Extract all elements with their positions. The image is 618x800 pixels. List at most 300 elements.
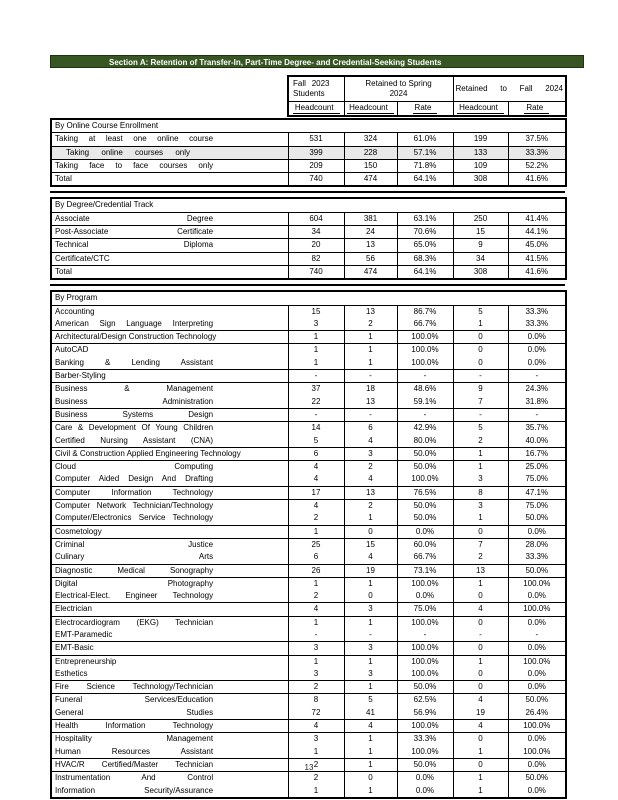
spring-headcount-cell: 1 (344, 733, 397, 746)
spring-headcount-cell: 3 (344, 447, 397, 460)
fall-2023-headcount-cell: 5 (288, 435, 344, 448)
row-label: Funeral Services/Education (55, 695, 214, 705)
row-label-cell (51, 396, 288, 409)
spring-rate-cell: 100.0% (397, 720, 453, 733)
fall-2023-headcount-cell: 531 (288, 133, 344, 146)
spring-rate-cell: 70.6% (397, 226, 453, 239)
degree-track-table (50, 197, 567, 280)
spring-headcount-cell: 0 (344, 590, 397, 603)
row-label-cell (51, 486, 288, 499)
spring-rate-cell: - (397, 370, 453, 383)
row-label: Esthetics (55, 668, 88, 678)
spring-rate-cell: 0.0% (397, 525, 453, 538)
spring-headcount-cell: 18 (344, 383, 397, 396)
row-label: Post-Associate Certificate (55, 227, 214, 237)
spring-rate-cell: 100.0% (397, 746, 453, 759)
section-title: By Degree/Credential Track (51, 198, 566, 212)
fall-headcount-cell: 5 (453, 305, 508, 318)
fall-rate-cell: 47.1% (508, 486, 566, 499)
page-number: 13 (304, 763, 314, 772)
fall-rate-cell: 33.3% (508, 318, 566, 331)
table-row (51, 422, 566, 435)
row-label: Business Systems Design (55, 409, 214, 419)
table-row (51, 305, 566, 318)
fall-rate-cell: 37.5% (508, 133, 566, 146)
spring-headcount-cell: 0 (344, 772, 397, 785)
fall-2023-headcount-cell: 82 (288, 252, 344, 265)
row-label-cell (51, 473, 288, 486)
spring-headcount-cell: 19 (344, 564, 397, 577)
row-label-cell (51, 305, 288, 318)
fall-2023-headcount-cell: 1 (288, 344, 344, 357)
fall-2023-headcount-cell: 604 (288, 212, 344, 225)
table-row (51, 344, 566, 357)
fall-rate-cell: 0.0% (508, 616, 566, 629)
fall-2023-headcount-cell: 2 (288, 772, 344, 785)
fall-headcount-cell: 250 (453, 212, 508, 225)
spring-headcount-cell: - (344, 370, 397, 383)
spring-headcount-cell: 56 (344, 252, 397, 265)
row-label: Barber-Styling (55, 371, 106, 381)
fall-rate-cell: 0.0% (508, 357, 566, 370)
fall-headcount-cell: 0 (453, 733, 508, 746)
table-row (51, 212, 566, 225)
fall-rate-cell: 33.3% (508, 146, 566, 159)
fall-2023-headcount-cell: 1 (288, 616, 344, 629)
spring-rate-cell: 50.0% (397, 447, 453, 460)
spring-headcount-cell: 1 (344, 577, 397, 590)
row-label: Culinary Arts (55, 552, 214, 562)
spring-headcount-cell: 1 (344, 357, 397, 370)
row-label: Care & Development Of Young Children (55, 423, 214, 433)
fall-2023-headcount-cell: 6 (288, 551, 344, 564)
table-row (51, 146, 566, 159)
row-label: EMT-Basic (55, 643, 94, 653)
section-title: By Program (51, 291, 566, 305)
fall-headcount-cell: - (453, 629, 508, 642)
fall-rate-cell: 0.0% (508, 642, 566, 655)
fall-rate-cell: 26.4% (508, 707, 566, 720)
fall-rate-cell: 40.0% (508, 435, 566, 448)
fall-rate-cell: 0.0% (508, 525, 566, 538)
spring-headcount-cell: 0 (344, 525, 397, 538)
spring-headcount-cell: 6 (344, 422, 397, 435)
fall-rate-cell: 100.0% (508, 603, 566, 616)
row-label-cell (51, 603, 288, 616)
table-row (51, 655, 566, 668)
row-label-cell (51, 616, 288, 629)
table-row (51, 564, 566, 577)
spring-rate-cell: 33.3% (397, 733, 453, 746)
section-header-row (51, 198, 566, 212)
fall-rate-cell: 0.0% (508, 681, 566, 694)
row-label-cell (51, 551, 288, 564)
row-label-cell (51, 357, 288, 370)
row-label: General Studies (55, 707, 214, 717)
fall-2023-headcount-cell: 3 (288, 642, 344, 655)
fall-2023-headcount-cell: 72 (288, 707, 344, 720)
row-label-cell (51, 564, 288, 577)
header-row-groups (288, 76, 566, 102)
fall-headcount-cell: 0 (453, 590, 508, 603)
spring-rate-cell: 65.0% (397, 239, 453, 252)
table-row (51, 396, 566, 409)
fall-rate-cell: 41.5% (508, 252, 566, 265)
row-label-cell (51, 383, 288, 396)
row-label: Taking at least one online course (55, 134, 214, 144)
fall-2023-headcount-cell: 25 (288, 538, 344, 551)
fall-headcount-cell: 2 (453, 435, 508, 448)
fall-2023-headcount-cell: 1 (288, 746, 344, 759)
fall-headcount-cell: 1 (453, 785, 508, 798)
fall-headcount-cell: 1 (453, 655, 508, 668)
fall-headcount-cell: - (453, 370, 508, 383)
spring-headcount-cell: 13 (344, 239, 397, 252)
table-row (51, 551, 566, 564)
fall-2023-headcount-cell: 20 (288, 239, 344, 252)
spring-rate-cell: 61.0% (397, 133, 453, 146)
spring-rate-cell: 48.6% (397, 383, 453, 396)
column-header-block (287, 75, 618, 117)
table-row (51, 357, 566, 370)
students-label: Students (293, 89, 325, 98)
row-label: Computer Network Technician/Technology (55, 501, 214, 511)
row-label: Business & Management (55, 384, 214, 394)
table-row (51, 331, 566, 344)
table-row (51, 265, 566, 279)
fall-rate-cell: 50.0% (508, 512, 566, 525)
row-label-cell (51, 642, 288, 655)
row-label: Cosmetology (55, 526, 102, 536)
fall-headcount-cell: 15 (453, 226, 508, 239)
row-label-cell (51, 226, 288, 239)
row-label-cell (51, 577, 288, 590)
spring-rate-cell: 100.0% (397, 331, 453, 344)
row-label-cell (51, 159, 288, 172)
spring-rate-cell: 66.7% (397, 551, 453, 564)
retained-spring-line1: Retained to Spring (365, 79, 432, 88)
fall-headcount-cell: 3 (453, 500, 508, 513)
spring-rate-cell: 57.1% (397, 146, 453, 159)
spring-rate-cell: - (397, 629, 453, 642)
fall-2023-headcount-cell: 34 (288, 226, 344, 239)
fall-rate-cell: 75.0% (508, 500, 566, 513)
table-row (51, 435, 566, 448)
row-label: Accounting (55, 306, 95, 316)
row-label: Civil & Construction Applied Engineering Technology (55, 448, 241, 458)
row-label-cell (51, 720, 288, 733)
table-row (51, 318, 566, 331)
table-row (51, 500, 566, 513)
fall-rate-cell: - (508, 629, 566, 642)
spring-headcount-cell: 3 (344, 668, 397, 681)
row-label-cell (51, 344, 288, 357)
row-label: Taking face to face courses only (55, 160, 214, 170)
fall-rate-cell: 50.0% (508, 694, 566, 707)
row-label-cell (51, 408, 288, 421)
fall-rate-cell: 50.0% (508, 564, 566, 577)
fall-headcount-cell: 199 (453, 133, 508, 146)
spring-rate-cell: 50.0% (397, 461, 453, 474)
spring-rate-cell: 60.0% (397, 538, 453, 551)
row-label-cell (51, 500, 288, 513)
fall-2023-headcount-cell: 17 (288, 486, 344, 499)
spring-headcount-cell: 324 (344, 133, 397, 146)
fall-2023-headcount-cell: - (288, 408, 344, 421)
spring-headcount-cell: 3 (344, 642, 397, 655)
fall-rate-cell: 41.6% (508, 173, 566, 187)
program-table (50, 290, 567, 799)
spring-rate-cell: 75.0% (397, 603, 453, 616)
spring-headcount-cell: 4 (344, 435, 397, 448)
fall-rate-cell: 41.6% (508, 265, 566, 279)
row-label-cell (51, 733, 288, 746)
fall-headcount-cell: 3 (453, 473, 508, 486)
spring-headcount-cell: 13 (344, 305, 397, 318)
spring-headcount-cell: 381 (344, 212, 397, 225)
fall-headcount-cell: 1 (453, 461, 508, 474)
table-row (51, 785, 566, 798)
fall-2023-headcount-cell: 399 (288, 146, 344, 159)
spring-headcount-cell: 13 (344, 486, 397, 499)
fall-rate-cell: 45.0% (508, 239, 566, 252)
spring-rate-cell: 66.7% (397, 318, 453, 331)
row-label: Associate Degree (55, 213, 214, 223)
table-row (51, 629, 566, 642)
fall-rate-cell: 33.3% (508, 305, 566, 318)
fall-headcount-cell: 1 (453, 447, 508, 460)
table-row (51, 538, 566, 551)
fall-rate-cell: 100.0% (508, 655, 566, 668)
spring-rate-cell: 100.0% (397, 642, 453, 655)
spring-headcount-cell: 1 (344, 331, 397, 344)
fall-2023-headcount-cell: 4 (288, 603, 344, 616)
row-label: Taking online courses only (66, 147, 191, 157)
header-row-measures (288, 102, 566, 117)
fall-2023-headcount-cell: 4 (288, 461, 344, 474)
fall-rate-cell: 0.0% (508, 733, 566, 746)
row-label-cell (51, 435, 288, 448)
row-label: Computer Information Technology (55, 487, 214, 497)
fall-headcount-cell: 7 (453, 396, 508, 409)
spring-rate-cell: 0.0% (397, 590, 453, 603)
row-label: Information Security/Assurance (55, 785, 214, 795)
row-label: AutoCAD (55, 345, 89, 355)
fall-headcount-cell: 0 (453, 616, 508, 629)
fall-2023-headcount-cell: 3 (288, 318, 344, 331)
table-separator-rule (50, 284, 565, 286)
table-row (51, 383, 566, 396)
spring-headcount-cell: 4 (344, 720, 397, 733)
fall-2023-headcount-cell: 3 (288, 668, 344, 681)
fall-headcount-cell: 1 (453, 772, 508, 785)
table-row (51, 525, 566, 538)
table-row (51, 642, 566, 655)
fall-2023-headcount-cell: 8 (288, 694, 344, 707)
spring-rate-cell: 73.1% (397, 564, 453, 577)
spring-rate-cell: 64.1% (397, 173, 453, 187)
spring-headcount-cell: - (344, 629, 397, 642)
fall-2023-headcount-cell: 3 (288, 733, 344, 746)
row-label-cell (51, 146, 288, 159)
spring-rate-cell: 86.7% (397, 305, 453, 318)
retained-spring-line2: 2024 (389, 89, 408, 98)
row-label: Computer Aided Design And Drafting (55, 474, 214, 484)
fall-rate-cell: 0.0% (508, 590, 566, 603)
spring-rate-cell: 0.0% (397, 772, 453, 785)
fall-headcount-cell: 1 (453, 318, 508, 331)
fall-headcount-cell: 308 (453, 173, 508, 187)
fall-2023-headcount-cell: - (288, 370, 344, 383)
table-row (51, 512, 566, 525)
row-label: HVAC/R Certified/Master Technician (55, 759, 214, 769)
spring-rate-cell: 100.0% (397, 616, 453, 629)
fall-rate-cell: 25.0% (508, 461, 566, 474)
row-label-cell (51, 668, 288, 681)
spring-rate-cell: 50.0% (397, 681, 453, 694)
row-label: Total (55, 174, 72, 184)
fall-2023-headcount-cell: 37 (288, 383, 344, 396)
table-row (51, 577, 566, 590)
table-row (51, 239, 566, 252)
fall-2023-headcount-cell: 209 (288, 159, 344, 172)
row-label-cell (51, 590, 288, 603)
fall-headcount-cell: 7 (453, 538, 508, 551)
fall-2023-headcount-cell: 6 (288, 447, 344, 460)
spring-rate-cell: - (397, 408, 453, 421)
fall-rate-cell: 0.0% (508, 344, 566, 357)
table-row (51, 707, 566, 720)
spring-rate-cell: 100.0% (397, 473, 453, 486)
fall-2023-headcount-cell: 4 (288, 720, 344, 733)
column-header-table (287, 75, 567, 117)
spring-headcount-cell: 24 (344, 226, 397, 239)
spring-rate-cell: 80.0% (397, 435, 453, 448)
fall-rate-cell: 0.0% (508, 785, 566, 798)
fall-rate-cell: 75.0% (508, 473, 566, 486)
fall-rate-cell: 100.0% (508, 577, 566, 590)
spring-headcount-cell: 4 (344, 473, 397, 486)
spring-headcount-cell: 1 (344, 616, 397, 629)
spring-rate-cell: 100.0% (397, 344, 453, 357)
row-label: Cloud Computing (55, 462, 214, 472)
fall-headcount-header: Headcount (288, 102, 344, 117)
spring-headcount-header: Headcount (344, 102, 397, 117)
table-row (51, 408, 566, 421)
fall-2023-headcount-cell: 4 (288, 473, 344, 486)
fall-2023-headcount-cell: 1 (288, 525, 344, 538)
row-label-cell (51, 655, 288, 668)
row-label-cell (51, 318, 288, 331)
fall-headcount-cell: 0 (453, 357, 508, 370)
fall-rate-cell: 50.0% (508, 772, 566, 785)
fall-headcount-cell: 308 (453, 265, 508, 279)
spring-rate-cell: 62.5% (397, 694, 453, 707)
spring-rate-header: Rate (397, 102, 453, 117)
row-label-cell (51, 331, 288, 344)
row-label-cell (51, 629, 288, 642)
spring-headcount-cell: 474 (344, 173, 397, 187)
spring-rate-cell: 63.1% (397, 212, 453, 225)
row-label: American Sign Language Interpreting (55, 318, 214, 328)
spring-headcount-cell: 1 (344, 746, 397, 759)
online-course-table (50, 118, 567, 187)
fall-headcount-cell: 1 (453, 512, 508, 525)
section-header-row (51, 119, 566, 133)
fall-2023-label: Fall 2023 (293, 79, 330, 88)
table-row (51, 590, 566, 603)
fall-headcount-cell: 0 (453, 525, 508, 538)
spring-rate-cell: 100.0% (397, 577, 453, 590)
row-label: Digital Photography (55, 578, 214, 588)
row-label: Computer/Electronics Service Technology (55, 513, 214, 523)
spring-rate-cell: 50.0% (397, 500, 453, 513)
fall-rate-cell: 100.0% (508, 746, 566, 759)
table-row (51, 226, 566, 239)
spring-rate-cell: 68.3% (397, 252, 453, 265)
table-row (51, 252, 566, 265)
fall-2023-headcount-cell: 26 (288, 564, 344, 577)
fall-headcount-cell: 0 (453, 642, 508, 655)
section-header-row (51, 291, 566, 305)
spring-rate-cell: 50.0% (397, 512, 453, 525)
fall-rate-cell: 24.3% (508, 383, 566, 396)
row-label: Diagnostic Medical Sonography (55, 565, 214, 575)
row-label-cell (51, 681, 288, 694)
fall-headcount-cell: 4 (453, 720, 508, 733)
row-label-cell (51, 707, 288, 720)
fall-rate-cell: 100.0% (508, 720, 566, 733)
spring-rate-cell: 64.1% (397, 265, 453, 279)
fall-headcount-cell: 1 (453, 577, 508, 590)
fall-headcount-cell: 9 (453, 239, 508, 252)
fall-2023-headcount-cell: 740 (288, 173, 344, 187)
spring-headcount-cell: 474 (344, 265, 397, 279)
fall-2023-headcount-cell: 1 (288, 655, 344, 668)
spring-headcount-cell: 1 (344, 512, 397, 525)
row-label: Total (55, 266, 72, 276)
row-label-cell (51, 694, 288, 707)
table-row (51, 159, 566, 172)
row-label-cell (51, 370, 288, 383)
row-label: Business Administration (55, 396, 214, 406)
fall-rate-cell: 44.1% (508, 226, 566, 239)
spring-headcount-cell: 1 (344, 758, 397, 771)
table-row (51, 173, 566, 187)
row-label: EMT-Paramedic (55, 629, 113, 639)
fall-rate-cell: 31.8% (508, 396, 566, 409)
fall-2023-headcount-cell: 2 (288, 758, 344, 771)
spring-rate-cell: 50.0% (397, 758, 453, 771)
row-label: Human Resources Assistant (55, 746, 214, 756)
fall-2023-headcount-cell: 1 (288, 785, 344, 798)
spring-rate-cell: 100.0% (397, 668, 453, 681)
table-row (51, 694, 566, 707)
row-label-cell (51, 461, 288, 474)
spring-rate-cell: 42.9% (397, 422, 453, 435)
retained-to-spring-header (344, 76, 453, 102)
spring-headcount-cell: 150 (344, 159, 397, 172)
table-row (51, 720, 566, 733)
fall-2023-headcount-cell: 2 (288, 590, 344, 603)
fall-2023-headcount-cell: - (288, 629, 344, 642)
fall-headcount-cell: 0 (453, 758, 508, 771)
fall-headcount-cell: 2 (453, 551, 508, 564)
row-label-cell (51, 447, 288, 460)
table-row (51, 668, 566, 681)
row-label-cell (51, 525, 288, 538)
fall-2023-headcount-cell: 740 (288, 265, 344, 279)
